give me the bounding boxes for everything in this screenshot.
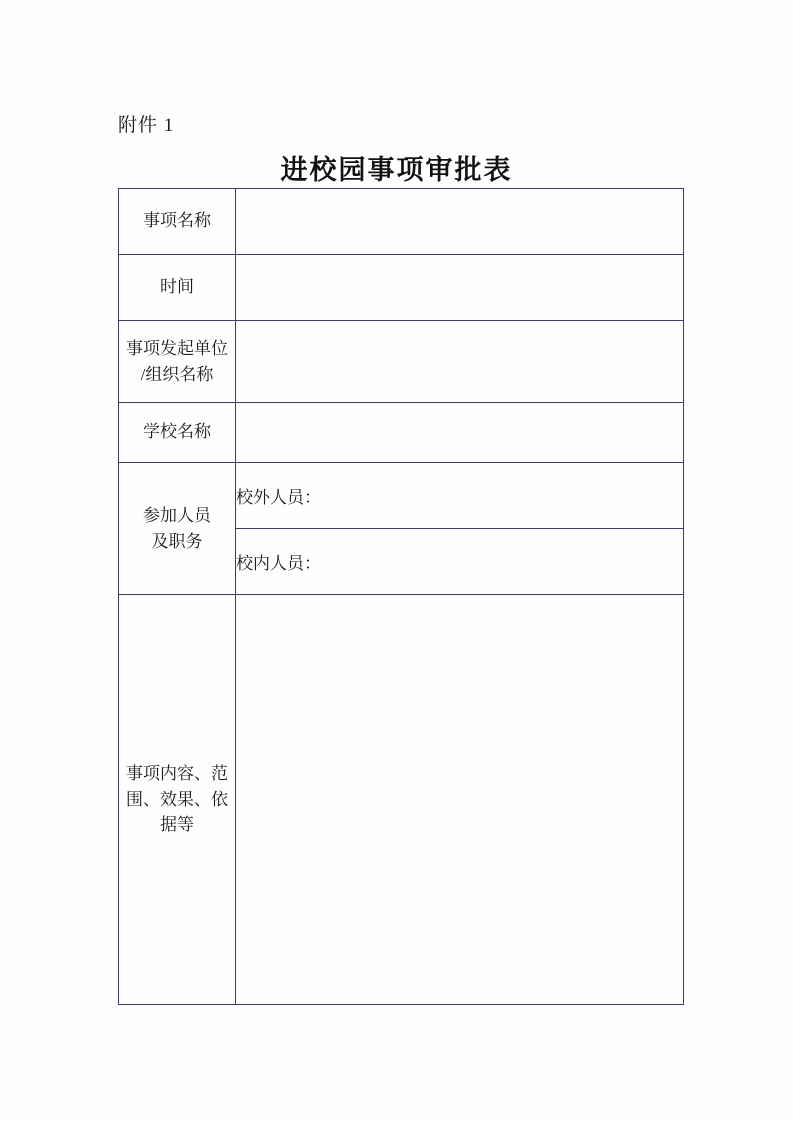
table-row [119,463,684,529]
row-value-content-scope[interactable] [236,595,684,1005]
row-label-participants [119,463,236,595]
page-title: 进校园事项审批表 [280,155,513,185]
table-row [119,595,684,1005]
row-value-item-name[interactable] [236,189,684,255]
row-value-school-name[interactable] [236,403,684,463]
table-row [119,403,684,463]
row-label-content-scope-line1: 事项内容、范 [126,764,228,784]
row-label-content-scope-line2: 围、效果、依 [126,789,228,809]
approval-form-table [118,188,684,1005]
row-label-participants-line2: 及职务 [151,531,203,551]
row-label-item-name: 事项名称 [119,189,236,255]
row-label-school-name: 学校名称 [119,403,236,463]
row-label-time: 时间 [119,255,236,321]
row-label-content-scope [119,595,236,1005]
table-row [119,189,684,255]
table-row [119,321,684,403]
row-label-initiating-unit-line2: /组织名称 [140,364,214,384]
row-label-participants-line1: 参加人员 [143,506,211,525]
row-label-initiating-unit [119,321,236,403]
table-row [119,255,684,321]
row-value-internal-participants[interactable]: 校内人员： [236,529,684,595]
row-value-time[interactable] [236,255,684,321]
row-label-initiating-unit-line1: 事项发起单位 [126,339,228,358]
row-value-external-participants[interactable]: 校外人员： [236,463,684,529]
row-label-content-scope-line3: 据等 [160,815,194,835]
page-footer-space [0,1061,793,1121]
attachment-label: 附件 1 [118,115,175,136]
row-value-initiating-unit[interactable] [236,321,684,403]
